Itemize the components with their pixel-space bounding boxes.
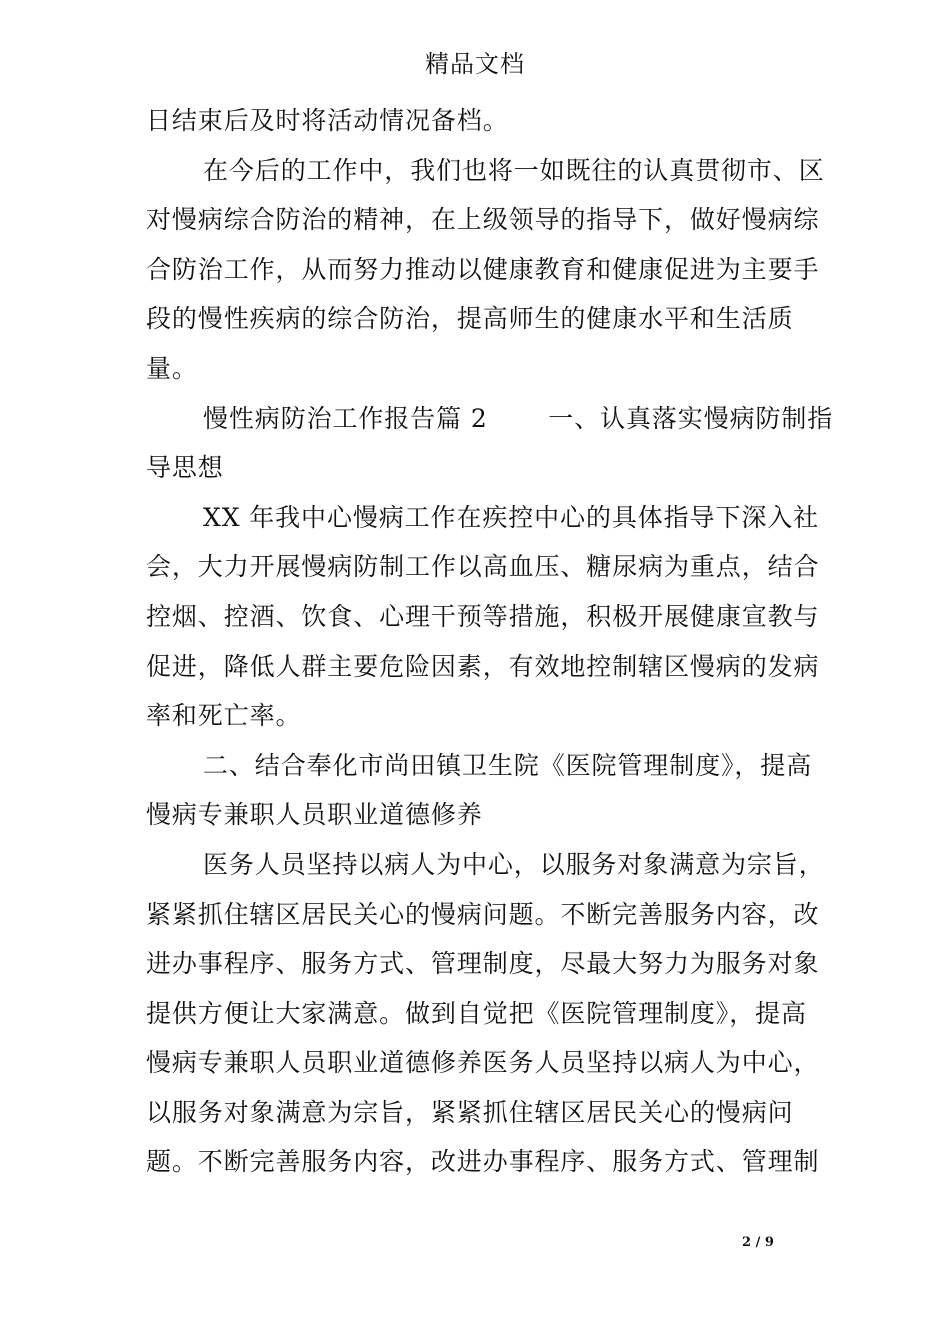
text-line: XX 年我中心慢病工作在疾控中心的具体指导下深入社 bbox=[203, 502, 820, 532]
text-line: 日结束后及时将活动情况备档。 bbox=[146, 106, 509, 135]
text-line: 会，大力开展慢病防制工作以高血压、糖尿病为重点，结合 bbox=[146, 552, 820, 582]
section-heading-line: 慢性病防治工作报告篇 2 一、认真落实慢病防制指 bbox=[203, 403, 834, 433]
text-line: 慢病专兼职人员职业道德修养医务人员坚持以病人为中心， bbox=[146, 1048, 820, 1078]
text-line: 段的慢性疾病的综合防治，提高师生的健康水平和生活质 bbox=[146, 304, 794, 334]
section-heading-line: 慢病专兼职人员职业道德修养 bbox=[146, 800, 483, 830]
section-heading-line: 导思想 bbox=[146, 453, 224, 483]
page-number: 2 / 9 bbox=[742, 1235, 774, 1250]
text-line: 率和死亡率。 bbox=[146, 701, 302, 731]
text-line: 对慢病综合防治的精神，在上级领导的指导下，做好慢病综 bbox=[146, 205, 820, 235]
text-line: 合防治工作，从而努力推动以健康教育和健康促进为主要手 bbox=[146, 254, 820, 284]
text-line: 在今后的工作中，我们也将一如既往的认真贯彻市、区 bbox=[203, 155, 825, 185]
section-heading-line: 二、结合奉化市尚田镇卫生院《医院管理制度》，提高 bbox=[203, 750, 813, 780]
text-line: 紧紧抓住辖区居民关心的慢病问题。不断完善服务内容，改 bbox=[146, 899, 820, 929]
text-line: 医务人员坚持以病人为中心，以服务对象满意为宗旨， bbox=[203, 849, 825, 879]
text-line: 促进，降低人群主要危险因素，有效地控制辖区慢病的发病 bbox=[146, 651, 820, 681]
text-line: 以服务对象满意为宗旨，紧紧抓住辖区居民关心的慢病问 bbox=[146, 1097, 794, 1127]
document-body bbox=[146, 96, 834, 1187]
text-line: 量。 bbox=[146, 353, 198, 383]
text-line: 进办事程序、服务方式、管理制度，尽最大努力为服务对象 bbox=[146, 949, 820, 979]
text-line: 题。不断完善服务内容，改进办事程序、服务方式、管理制 bbox=[146, 1147, 820, 1177]
page-header: 精品文档 bbox=[425, 50, 525, 78]
text-line: 提供方便让大家满意。做到自觉把《医院管理制度》，提高 bbox=[146, 998, 807, 1028]
text-line: 控烟、控酒、饮食、心理干预等措施，积极开展健康宣教与 bbox=[146, 601, 820, 631]
